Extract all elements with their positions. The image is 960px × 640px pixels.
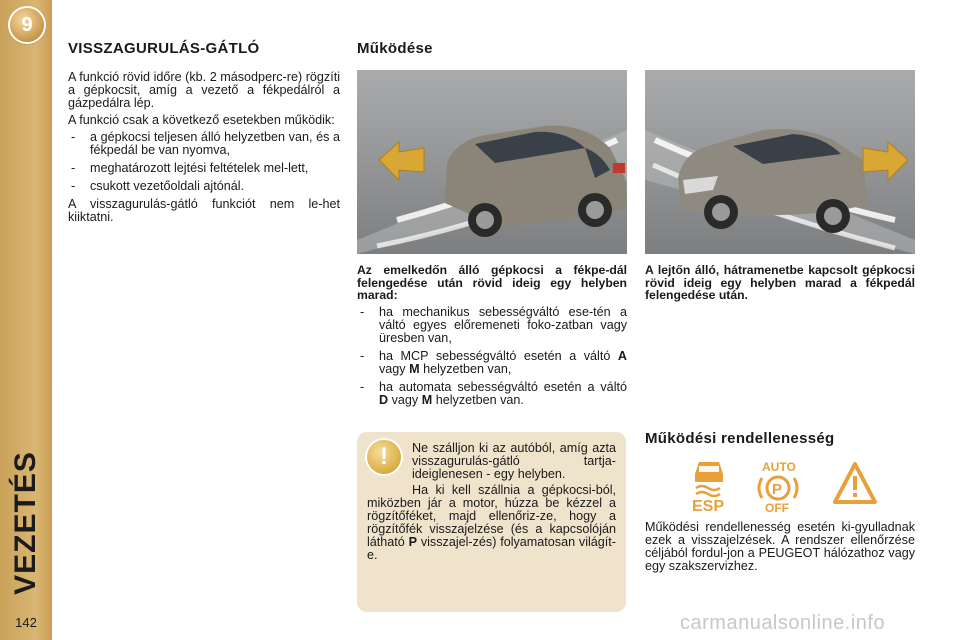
arrow-left-icon: [379, 142, 424, 180]
esp-icon: [692, 462, 724, 513]
conditions-list: [68, 131, 340, 193]
svg-text:ESP: ESP: [692, 498, 725, 513]
chapter-title: VEZETÉS: [9, 450, 43, 595]
svg-text:AUTO: AUTO: [762, 460, 796, 474]
warning-triangle-icon: [835, 464, 875, 502]
list-item: - ha automata sebességváltó esetén a váltó D vagy M helyzetben van.: [357, 381, 627, 407]
car-uphill-drawing: [357, 70, 627, 254]
watermark: carmanualsonline.info: [680, 612, 886, 634]
hill-start-intro: A funkció rövid időre (kb. 2 másodperc-re) rögzíti a gépkocsit, amíg a vezető a fékpedálról a gázpedálra lép.: [68, 70, 340, 110]
svg-text:OFF: OFF: [765, 501, 789, 513]
hill-start-note: A visszagurulás-gátló funkciót nem le-het kiiktatni.: [68, 197, 340, 224]
warning-text-2: Ha ki kell szállnia a gépkocsi-ból, miközben jár a motor, húzza be kézzel a rögzítőféket, majd ellenőriz-ze, hogy a rögzítőfék visszajelzése (és a kapcsolóján látható P visszajel-zés) folyamatosan világít-e.: [367, 483, 617, 562]
chapter-sidebar: [0, 0, 52, 640]
car-downhill-drawing: [645, 70, 915, 254]
downhill-caption: A lejtőn álló, hátramenetbe kapcsolt gépkocsi rövid ideig egy helyben marad a fékpedál felengedése után.: [645, 263, 915, 302]
operation-title: Működése: [357, 40, 433, 57]
arrow-right-icon: [863, 142, 908, 180]
svg-text:P: P: [772, 481, 783, 498]
chapter-number-badge: [10, 8, 44, 42]
malfunction-title: Működési rendellenesség: [645, 430, 835, 447]
list-item: - csukott vezetőoldali ajtónál.: [68, 180, 340, 193]
page-number: 142: [15, 615, 37, 630]
list-item: - a gépkocsi teljesen álló helyzetben van, és a fékpedál be van nyomva,: [68, 131, 340, 157]
hill-start-conditions-intro: A funkció csak a következő esetekben működik:: [68, 113, 335, 127]
auto-parking-brake-off-icon: [759, 460, 797, 513]
gear-conditions: [357, 306, 627, 412]
warning-text-1: Ne szálljon ki az autóból, amíg azta visszagurulás-gátló tartja-ideiglenesen - egy helyben.: [412, 441, 616, 481]
list-item: - meghatározott lejtési feltételek mel-lett,: [68, 162, 340, 175]
malfunction-text: Működési rendellenesség esetén ki-gyulladnak ezek a visszajelzések. A rendszer ellenőrzése céljából fordul-jon a PEUGEOT hálózathoz vagy egy szakszervizhez.: [645, 520, 915, 573]
hill-start-section: [68, 40, 340, 228]
list-item: - ha mechanikus sebességváltó ese-tén a váltó egyes előremeneti foko-zatban vagy üresben van,: [357, 306, 627, 345]
gear-conditions-list: [357, 306, 627, 407]
chapter-number: 9: [21, 13, 33, 36]
exclamation-icon: !: [367, 440, 401, 474]
car-downhill-illustration: [645, 70, 915, 254]
list-item: - ha MCP sebességváltó esetén a váltó A vagy M helyzetben van,: [357, 350, 627, 376]
warning-lamps-drawing: [690, 458, 890, 513]
car-uphill-illustration: [357, 70, 627, 254]
hill-start-title: VISSZAGURULÁS-GÁTLÓ: [68, 40, 260, 57]
warning-lamps-row: [690, 458, 890, 513]
uphill-caption: Az emelkedőn álló gépkocsi a fékpe-dál felengedése után rövid ideig egy helyben marad:: [357, 263, 627, 302]
warning-box: [357, 432, 626, 612]
